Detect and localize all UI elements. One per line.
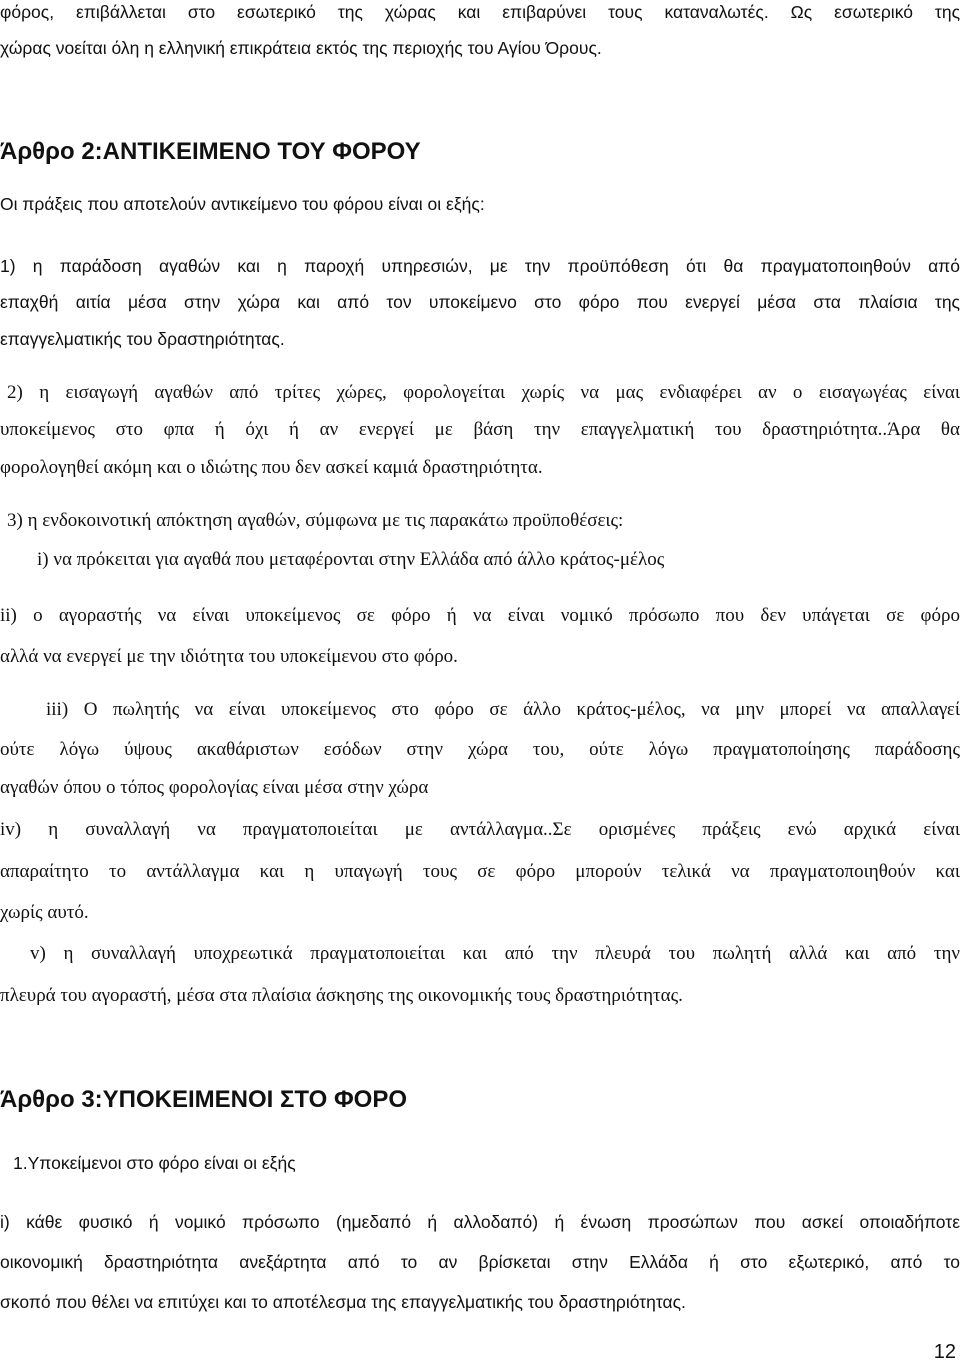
text-line: επαγγελματικής του δραστηριότητας. <box>0 329 285 349</box>
text-line: αγαθών όπου ο τόπος φορολογίας είναι μέσα στην χώρα <box>0 777 429 798</box>
text-line: i) να πρόκειται για αγαθά που μεταφέρονται στην Ελλάδα από άλλο κράτος-μέλος <box>37 549 665 570</box>
text-line: iii) Ο πωλητής να είναι υποκείμενος στο φόρο σε άλλο κράτος-μέλος, να μην μπορεί να απαλλαγεί <box>46 699 960 720</box>
article-heading: Άρθρο 2:ΑΝΤΙΚΕΙΜΕΝΟ ΤΟΥ ΦΟΡΟΥ <box>0 138 421 165</box>
text-line: ii) ο αγοραστής να είναι υποκείμενος σε φόρο ή να είναι νομικό πρόσωπο που δεν υπάγεται σε φόρο <box>0 605 960 626</box>
text-line: 2) η εισαγωγή αγαθών από τρίτες χώρες, φορολογείται χωρίς να μας ενδιαφέρει αν ο εισαγωγέας είναι <box>7 382 960 403</box>
text-line: φόρος, επιβάλλεται στο εσωτερικό της χώρας και επιβαρύνει τους καταναλωτές. Ως εσωτερικό της <box>0 2 960 22</box>
text-line: επαχθή αιτία μέσα στην χώρα και από τον υποκείμενο στο φόρο που ενεργεί μέσα στα πλαίσια της <box>0 292 960 312</box>
article-heading: Άρθρο 3:ΥΠΟΚΕΙΜΕΝΟΙ ΣΤΟ ΦΟΡΟ <box>0 1086 408 1113</box>
text-line: πλευρά του αγοραστή, μέσα στα πλαίσια άσκησης της οικονομικής τους δραστηριότητας. <box>0 985 683 1006</box>
text-line: αλλά να ενεργεί με την ιδιότητα του υποκείμενου στο φόρο. <box>0 646 458 667</box>
text-line: ούτε λόγω ύψους ακαθάριστων εσόδων στην χώρα του, ούτε λόγω πραγματοποίησης παράδοσης <box>0 739 960 760</box>
text-line: φορολογηθεί ακόμη και ο ιδιώτης που δεν ασκεί καμιά δραστηριότητα. <box>0 457 543 478</box>
text-line: χωρίς αυτό. <box>0 902 89 923</box>
text-line: iv) η συναλλαγή να πραγματοποιείται με αντάλλαγμα..Σε ορισμένες πράξεις ενώ αρχικά είναι <box>0 819 960 840</box>
text-line: Οι πράξεις που αποτελούν αντικείμενο του φόρου είναι οι εξής: <box>0 194 485 214</box>
page-number: 12 <box>933 1341 956 1363</box>
text-line: i) κάθε φυσικό ή νομικό πρόσωπο (ημεδαπό ή αλλοδαπό) ή ένωση προσώπων που ασκεί οποιαδήποτε <box>0 1212 960 1232</box>
text-line: χώρας νοείται όλη η ελληνική επικράτεια εκτός της περιοχής του Αγίου Όρους. <box>0 38 602 58</box>
text-line: απαραίτητο το αντάλλαγμα και η υπαγωγή τους σε φόρο μπορούν τελικά να πραγματοποιηθούν και <box>0 861 960 882</box>
text-line: v) η συναλλαγή υποχρεωτικά πραγματοποιείται και από την πλευρά του πωλητή αλλά και από την <box>30 943 960 964</box>
text-line: 1) η παράδοση αγαθών και η παροχή υπηρεσιών, με την προϋπόθεση ότι θα πραγματοποιηθούν από <box>0 256 960 276</box>
text-line: 1.Υποκείμενοι στο φόρο είναι οι εξής <box>13 1153 296 1173</box>
text-line: υποκείμενος στο φπα ή όχι ή αν ενεργεί με βάση την επαγγελματική του δραστηριότητα..Άρα θα <box>0 419 960 440</box>
text-line: οικονομική δραστηριότητα ανεξάρτητα από το αν βρίσκεται στην Ελλάδα ή στο εξωτερικό, από το <box>0 1252 960 1272</box>
text-line: σκοπό που θέλει να επιτύχει και το αποτέλεσμα της επαγγελματικής του δραστηριότητας. <box>0 1292 686 1312</box>
text-line: 3) η ενδοκοινοτική απόκτηση αγαθών, σύμφωνα με τις παρακάτω προϋποθέσεις: <box>7 510 624 531</box>
